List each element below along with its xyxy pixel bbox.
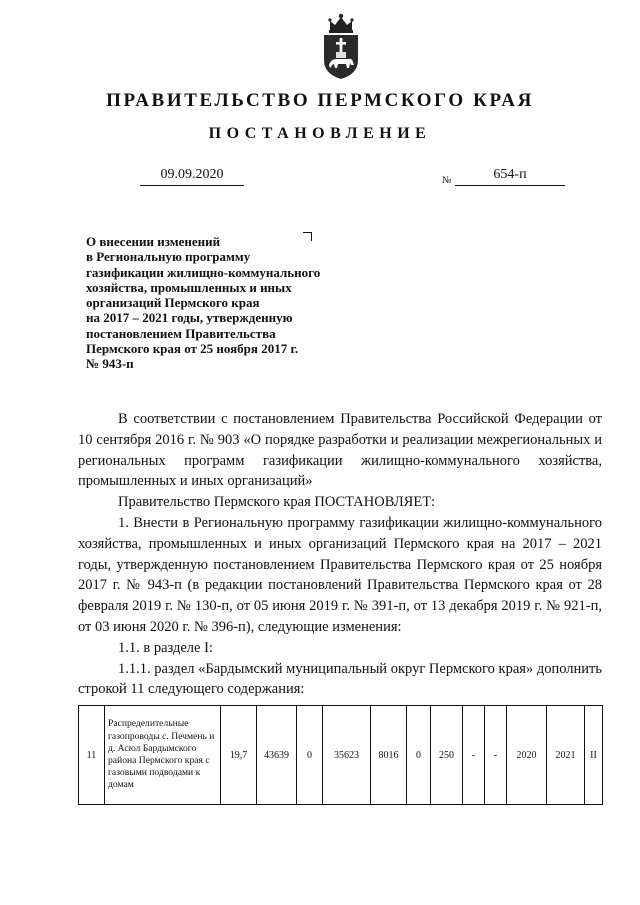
document-subject: О внесении изменений в Региональную программу газификации жилищно-коммунального хозяйства, промышленных и иных организаций Пермского края на 2017 – 2021 годы, утвержденную постановлением Правительства Пермского края от 25 ноября 2017 г. № 943-п — [86, 234, 321, 372]
body-paragraph-preamble: В соответствии с постановлением Правительства Российской Федерации от 10 сентября 2016 г. № 903 «О порядке разработки и реализации межрегиональных и региональных программ газификации жилищно-коммунального хозяйства, промышленных и иных организаций» — [78, 411, 602, 490]
table-cell: 8016 — [371, 706, 407, 805]
table-row — [79, 706, 603, 805]
table-cell: 2021 — [547, 706, 585, 805]
table-cell: 250 — [431, 706, 463, 805]
document-type-title: ПОСТАНОВЛЕНИЕ — [208, 125, 432, 142]
table-cell: II — [585, 706, 603, 805]
document-date: 09.09.2020 — [140, 167, 244, 186]
body-paragraph-item-1-1: 1.1. в разделе I: — [118, 639, 213, 656]
table-cell: 0 — [407, 706, 431, 805]
table-cell: 0 — [297, 706, 323, 805]
table-cell: - — [485, 706, 507, 805]
number-sign: № — [442, 175, 452, 186]
document-number: 654-п — [455, 167, 565, 186]
table-cell: 2020 — [507, 706, 547, 805]
body-paragraph-item-1-1-1: 1.1.1. раздел «Бардымский муниципальный округ Пермского края» дополнить строкой 11 следующего содержания: — [78, 660, 602, 698]
body-paragraph-item-1: 1. Внести в Региональную программу газификации жилищно-коммунального хозяйства, промышленных и иных организаций Пермского края на 2017 – 2021 годы, утвержденную постановлением Правительства Пермского края от 25 ноября 2017 г. № 943-п (в редакции постановлений Правительства Пермского края от 28 февраля 2019 г. № 130-п, от 05 июня 2019 г. № 391-п, от 13 декабря 2019 г. № 921-п, от 03 июня 2020 г. № 396-п), следующие изменения: — [78, 514, 602, 635]
government-title: ПРАВИТЕЛЬСТВО ПЕРМСКОГО КРАЯ — [106, 90, 534, 111]
table-cell: 19,7 — [221, 706, 257, 805]
document-body — [78, 409, 602, 700]
coat-of-arms-icon — [321, 12, 361, 80]
table-cell: - — [463, 706, 485, 805]
table-cell: 35623 — [323, 706, 371, 805]
table-cell-number: 11 — [79, 706, 105, 805]
body-paragraph-resolves: Правительство Пермского края ПОСТАНОВЛЯЕТ: — [118, 494, 436, 511]
table-cell: 43639 — [257, 706, 297, 805]
table-cell-description: Распределительные газопроводы с. Печмень и д. Асюл Бардымского района Пермского края с газовыми подводами к домам — [105, 706, 221, 805]
gasification-table — [78, 705, 603, 805]
